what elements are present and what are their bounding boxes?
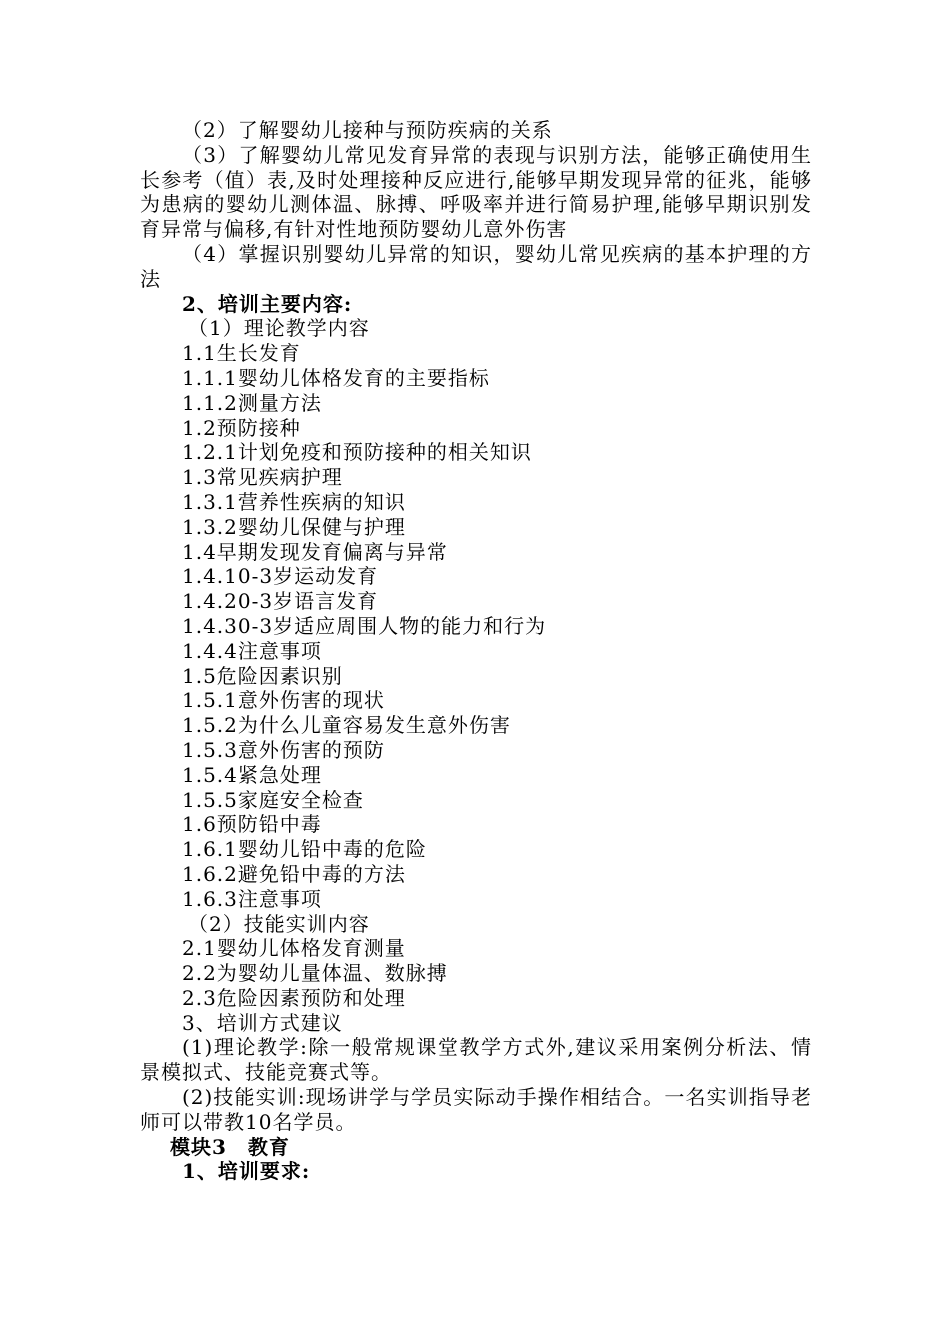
section-heading-plain: 3、培训方式建议 <box>182 1010 343 1035</box>
outline-item: 1.1.2测量方法 <box>182 390 322 415</box>
outline-item: 1.4.20-3岁语言发育 <box>182 589 379 614</box>
outline-item: 1.6.3注意事项 <box>182 886 322 911</box>
document-page <box>140 118 812 1184</box>
outline-item: 1.6.1婴幼儿铅中毒的危险 <box>182 837 427 862</box>
outline-item: 2.2为婴幼儿量体温、数脉搏 <box>182 961 448 986</box>
section-heading: 1、培训要求: <box>182 1159 311 1184</box>
outline-item: 1.6.2避免铅中毒的方法 <box>182 861 406 886</box>
outline-item: 1.5危险因素识别 <box>182 663 343 688</box>
module-heading: 模块3 教育 <box>170 1134 290 1159</box>
outline-item: 2.1婴幼儿体格发育测量 <box>182 936 406 961</box>
outline-item: 1.5.4紧急处理 <box>182 762 322 787</box>
outline-item: 1.5.5家庭安全检查 <box>182 787 364 812</box>
outline-item: 1.2.1计划免疫和预防接种的相关知识 <box>182 440 532 465</box>
paragraph: （4）掌握识别婴幼儿异常的知识，婴幼儿常见疾病的基本护理的方法 <box>140 241 812 291</box>
paragraph: (1)理论教学:除一般常规课堂教学方式外,建议采用案例分析法、情景模拟式、技能竞赛式等。 <box>140 1035 812 1085</box>
outline-item: （2）技能实训内容 <box>188 911 370 936</box>
outline-item: 1.3.2婴幼儿保健与护理 <box>182 514 406 539</box>
outline-item: 1.3常见疾病护理 <box>182 465 343 490</box>
outline-item: 1.1.1婴幼儿体格发育的主要指标 <box>182 365 490 390</box>
outline-item: 1.4.4注意事项 <box>182 638 322 663</box>
paragraph: (2)技能实训:现场讲学与学员实际动手操作相结合。一名实训指导老师可以带教10名学员。 <box>140 1085 812 1134</box>
outline-item: 1.1生长发育 <box>182 341 301 366</box>
outline-item: 1.4.30-3岁适应周围人物的能力和行为 <box>182 613 547 638</box>
outline-item: （1）理论教学内容 <box>188 316 370 341</box>
outline-item: 1.3.1营养性疾病的知识 <box>182 489 406 514</box>
outline-item: 1.2预防接种 <box>182 415 301 440</box>
paragraph: （2）了解婴幼儿接种与预防疾病的关系 <box>182 118 553 142</box>
outline-item: 1.4.10-3岁运动发育 <box>182 564 379 589</box>
section-heading: 2、培训主要内容: <box>182 291 353 316</box>
outline-item: 2.3危险因素预防和处理 <box>182 985 406 1010</box>
outline-item: 1.5.2为什么儿童容易发生意外伤害 <box>182 713 511 738</box>
outline-item: 1.4早期发现发育偏离与异常 <box>182 539 448 564</box>
outline-item: 1.6预防铅中毒 <box>182 812 322 837</box>
outline-item: 1.5.1意外伤害的现状 <box>182 688 385 713</box>
outline-item: 1.5.3意外伤害的预防 <box>182 737 385 762</box>
paragraph: （3）了解婴幼儿常见发育异常的表现与识别方法，能够正确使用生长参考（值）表,及时处理接种反应进行,能够早期发现异常的征兆，能够为患病的婴幼儿测体温、脉搏、呼吸率并进行简易护理,能够早期识别发育异常与偏移,有针对性地预防婴幼儿意外伤害 <box>140 142 812 242</box>
